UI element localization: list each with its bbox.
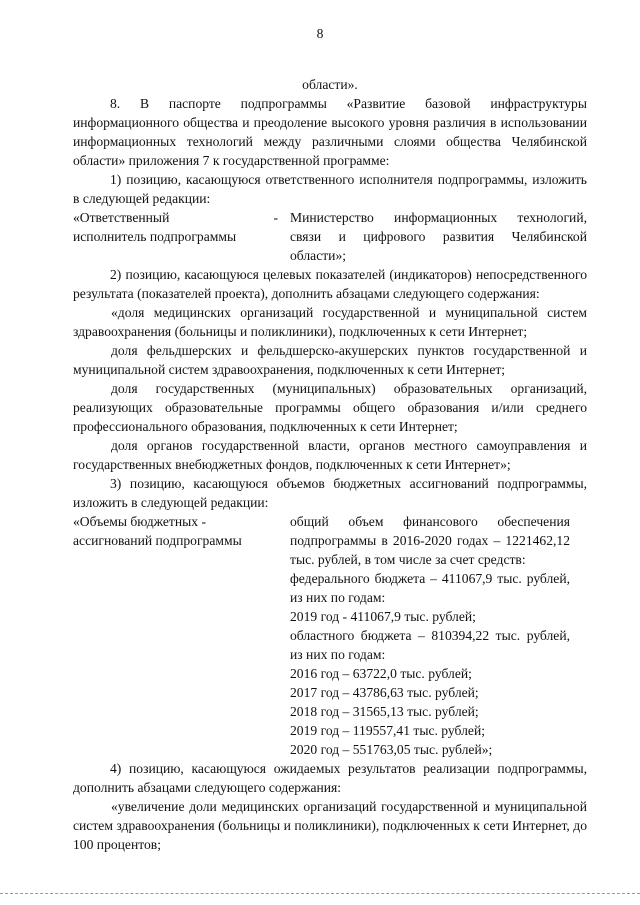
- budget-line: 2017 год – 43786,63 тыс. рублей;: [290, 685, 479, 700]
- item-4: 4) позицию, касающуюся ожидаемых результатов реализации подпрограммы, дополнить абзацами следующего содержания:: [73, 761, 587, 795]
- budget-line: общий объем финансового обеспечения подпрограммы в 2016-2020 годах – 1221462,12 тыс. рублей, в том числе за счет средств:: [290, 514, 570, 567]
- quote-4: доля органов государственной власти, органов местного самоуправления и государственных внебюджетных фондов, подключенных к сети Интернет»;: [73, 438, 587, 472]
- budget-values: [290, 512, 570, 759]
- budget-label-2: ассигнований подпрограммы: [73, 533, 242, 548]
- quote-2: доля фельдшерских и фельдшерско-акушерских пунктов государственной и муниципальной систем здравоохранения, подключенных к сети Интернет;: [73, 343, 587, 377]
- responsible-label-2: исполнитель подпрограммы: [73, 229, 237, 244]
- budget-line: федерального бюджета – 411067,9 тыс. рублей, из них по годам:: [290, 571, 570, 605]
- text-line: области».: [302, 77, 358, 92]
- responsible-left: [73, 208, 278, 265]
- quote-1: «доля медицинских организаций государственной и муниципальной систем здравоохранения (больницы и поликлиники), подключенных к сети Интернет;: [73, 305, 587, 339]
- budget-block: [73, 512, 587, 759]
- budget-line: областного бюджета – 810394,22 тыс. рублей, из них по годам:: [290, 628, 570, 662]
- budget-line: 2020 год – 551763,05 тыс. рублей»;: [290, 742, 493, 757]
- budget-label-1: «Объемы бюджетных -: [73, 514, 207, 529]
- quote-5: «увеличение доли медицинских организаций государственной и муниципальной систем здравоохранения (больницы и поликлиники), подключенных к сети Интернет, до 100 процентов;: [73, 799, 587, 852]
- paragraph-8: 8. В паспорте подпрограммы «Развитие базовой инфраструктуры информационного общества и преодоление высокого уровня различия в использовании информационных технологий между различными слоями общества Челябинской области» приложения 7 к государственной программе:: [73, 96, 587, 168]
- responsible-value: Министерство информационных технологий, связи и цифрового развития Челябинской области»;: [290, 210, 587, 263]
- responsible-block: [73, 208, 587, 265]
- budget-line: 2019 год – 119557,41 тыс. рублей;: [290, 723, 485, 738]
- item-3: 3) позицию, касающуюся объемов бюджетных ассигнований подпрограммы, изложить в следующей редакции:: [73, 476, 587, 510]
- item-1: 1) позицию, касающуюся ответственного исполнителя подпрограммы, изложить в следующей редакции:: [73, 172, 587, 206]
- budget-left: [73, 512, 278, 759]
- budget-line: 2016 год – 63722,0 тыс. рублей;: [290, 666, 472, 681]
- dash: -: [273, 210, 278, 225]
- budget-line: 2018 год – 31565,13 тыс. рублей;: [290, 704, 479, 719]
- document-body: [73, 75, 587, 854]
- quote-3: доля государственных (муниципальных) образовательных организаций, реализующих образовательные программы общего образования и/или среднего профессионального образования, подключенных к сети Интернет;: [73, 381, 587, 434]
- item-2: 2) позицию, касающуюся целевых показателей (индикаторов) непосредственного результата (показателей проекта), дополнить абзацами следующего содержания:: [73, 267, 587, 301]
- budget-line: 2019 год - 411067,9 тыс. рублей;: [290, 609, 476, 624]
- page-bottom-rule: [0, 893, 640, 894]
- responsible-label-1: «Ответственный: [73, 210, 170, 225]
- page-number: 8: [316, 26, 324, 41]
